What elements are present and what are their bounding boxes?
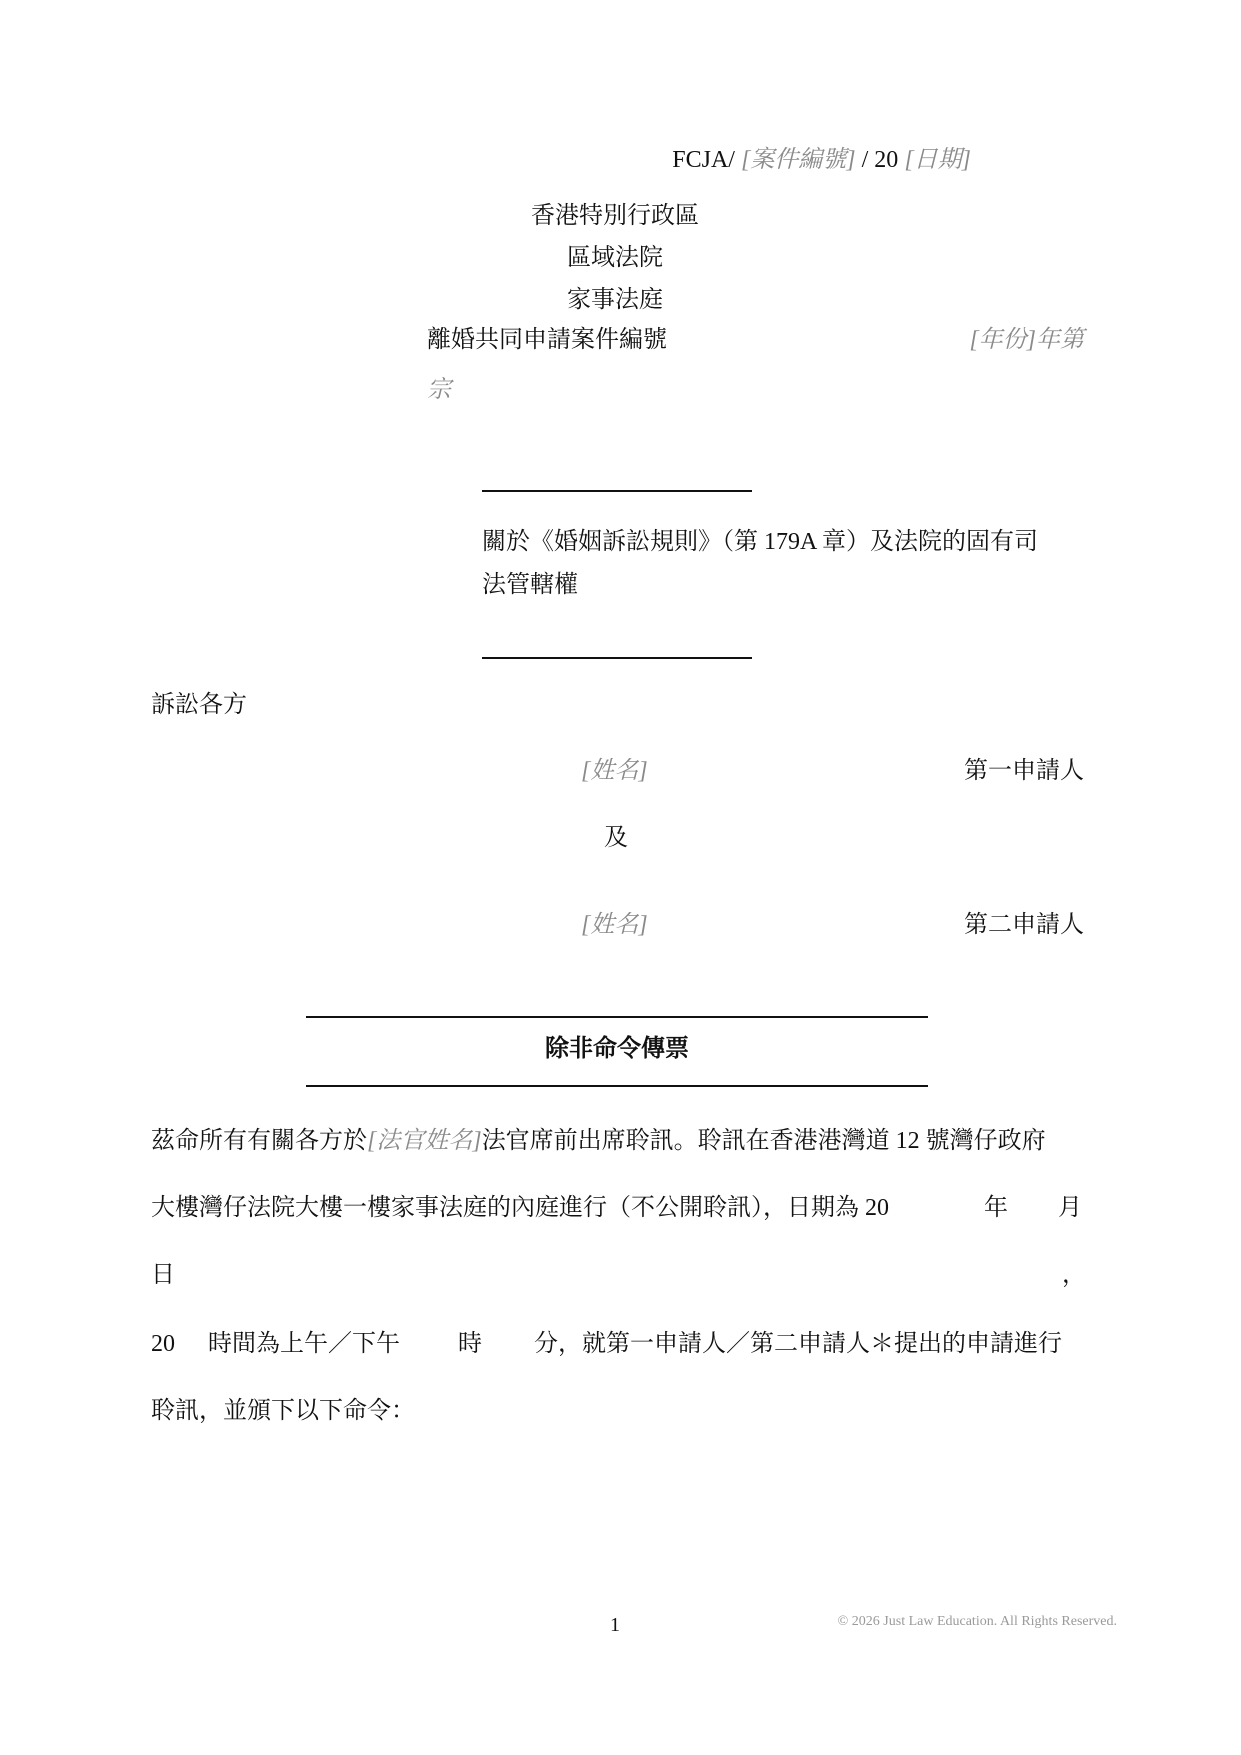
body-year-word: 年 bbox=[984, 1195, 1008, 1221]
second-applicant-role: 第二申請人 bbox=[964, 912, 1084, 938]
body-l4-hour: 時 bbox=[458, 1331, 482, 1357]
body-l4-time: 時間為上午／下午 bbox=[208, 1331, 400, 1357]
second-applicant-name: [姓名] bbox=[581, 912, 648, 938]
title-rule-top bbox=[306, 1016, 928, 1018]
year-suffix: 年第 bbox=[1036, 327, 1084, 353]
divider-top bbox=[482, 490, 752, 492]
case-ref-separator: / 20 bbox=[861, 147, 899, 173]
document-title: 除非命令傳票 bbox=[545, 1036, 689, 1062]
date-placeholder: [日期] bbox=[904, 147, 971, 173]
title-rule-bottom bbox=[306, 1085, 928, 1087]
case-word: 宗 bbox=[427, 377, 451, 403]
body-line2: 大樓灣仔法院大樓一樓家事法庭的內庭進行（不公開聆訊），日期為 20 bbox=[151, 1195, 889, 1221]
year-placeholder: [年份] bbox=[969, 327, 1036, 353]
body-month-word: 月 bbox=[1058, 1195, 1082, 1221]
case-number-placeholder: [案件編號] bbox=[740, 147, 856, 173]
case-year bbox=[969, 325, 1084, 355]
first-applicant-role: 第一申請人 bbox=[964, 758, 1084, 784]
matter-line1: 關於《婚姻訴訟規則》（第 179A 章）及法院的固有司 bbox=[482, 529, 1039, 555]
body-comma: ， bbox=[1062, 1262, 1086, 1288]
body-l1-before: 茲命所有有關各方於 bbox=[151, 1128, 367, 1154]
body-line1 bbox=[151, 1126, 1046, 1156]
first-applicant-name: [姓名] bbox=[581, 758, 648, 784]
case-ref-prefix: FCJA/ bbox=[672, 147, 735, 173]
body-l1-after: 法官席前出席聆訊。聆訊在香港港灣道 12 號灣仔政府 bbox=[481, 1128, 1046, 1154]
matter-line2: 法管轄權 bbox=[482, 572, 578, 598]
court-name-line1: 香港特別行政區 bbox=[531, 203, 699, 229]
court-name-line2: 區域法院 bbox=[567, 245, 663, 271]
case-reference bbox=[672, 145, 971, 175]
court-name-line3: 家事法庭 bbox=[567, 287, 663, 313]
body-l4-rest: 分，就第一申請人／第二申請人＊提出的申請進行 bbox=[534, 1331, 1062, 1357]
body-line5: 聆訊，並頒下以下命令： bbox=[151, 1398, 415, 1424]
divider-mid bbox=[482, 657, 752, 659]
copyright-notice: © 2026 Just Law Education. All Rights Reserved. bbox=[837, 1614, 1117, 1629]
parties-heading: 訴訟各方 bbox=[151, 692, 247, 718]
body-l4-20: 20 bbox=[151, 1331, 175, 1357]
body-day-word: 日 bbox=[151, 1262, 175, 1288]
case-number-label: 離婚共同申請案件編號 bbox=[427, 327, 667, 353]
parties-conjunction: 及 bbox=[604, 825, 628, 851]
page-number: 1 bbox=[610, 1614, 620, 1636]
judge-name-placeholder: [法官姓名] bbox=[367, 1128, 482, 1154]
